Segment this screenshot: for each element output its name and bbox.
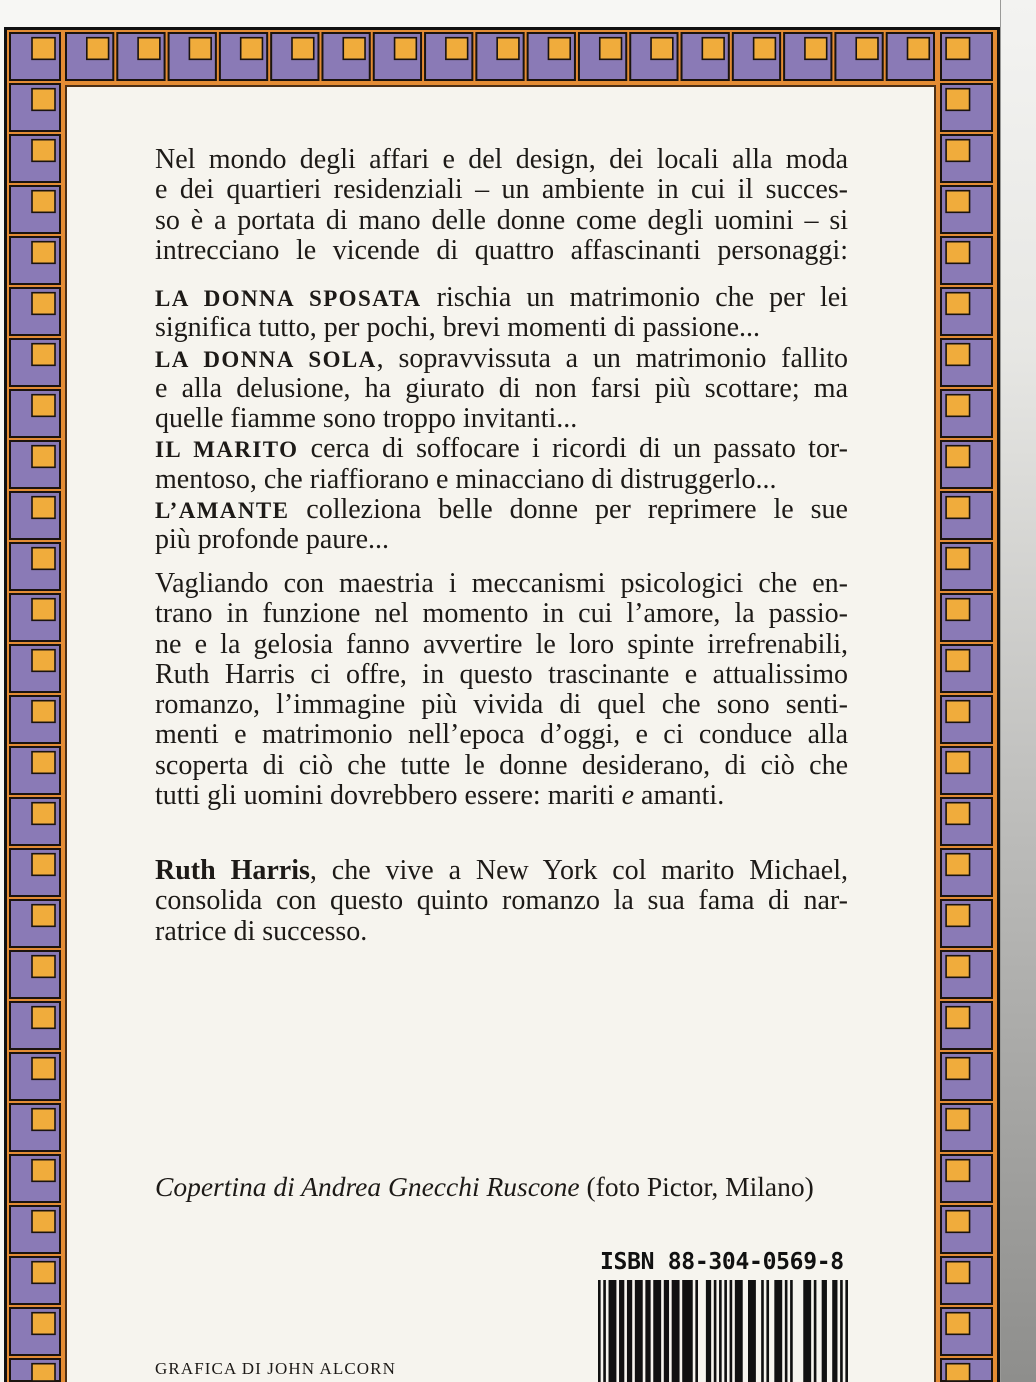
barcode-bar [706, 1280, 711, 1382]
isbn-number: ISBN 88-304-0569-8 [600, 1249, 844, 1275]
tile-inset [946, 1160, 969, 1182]
tile-inset [32, 650, 55, 672]
border-tile [941, 186, 992, 233]
tile-inset [946, 293, 969, 315]
photo-credit: (foto Pictor, Milano) [579, 1171, 814, 1202]
tile-inset [946, 1007, 969, 1029]
text-fragment: , che vive a New York col marito Michael, [309, 855, 849, 886]
text-line: Vagliando con maestria i meccanismi psicologici che en- [155, 568, 848, 599]
tile-inset [946, 446, 969, 468]
border-tile [10, 543, 60, 590]
tile-inset [395, 38, 417, 60]
tile-inset [32, 1160, 55, 1182]
character-name: IL MARITO [155, 437, 299, 463]
tile-inset [946, 395, 969, 417]
tile-inset [32, 1058, 55, 1080]
tile-inset [32, 599, 55, 621]
tile-inset [32, 548, 55, 570]
tile-inset [946, 854, 969, 876]
tile-inset [946, 1058, 969, 1080]
border-tile [941, 543, 992, 590]
tile-inset [87, 38, 109, 60]
border-tile [117, 33, 164, 80]
character-entry [155, 495, 848, 525]
tile-inset [946, 905, 969, 927]
design-credit: GRAFICA DI JOHN ALCORN [155, 1359, 396, 1378]
border-tile [10, 135, 60, 182]
character-description: cerca di soffocare i ricordi di un passato tor- [298, 433, 848, 465]
barcode-bar [672, 1280, 680, 1382]
barcode-bar [645, 1280, 650, 1382]
tile-inset [189, 38, 211, 60]
tile-inset [946, 344, 969, 366]
border-tile [941, 798, 992, 845]
tile-inset [32, 752, 55, 774]
border-tile [271, 33, 318, 80]
border-tile [169, 33, 216, 80]
characters-list [155, 283, 848, 556]
tile-inset [32, 140, 55, 162]
barcode-bar [724, 1280, 727, 1382]
italic-word: e [621, 780, 635, 812]
tile-inset [946, 89, 969, 111]
border-tile [10, 1155, 60, 1202]
tile-inset [32, 956, 55, 978]
tile-inset [32, 1262, 55, 1284]
barcode-bar [761, 1280, 764, 1382]
border-tile [10, 849, 60, 896]
border-tile [682, 33, 729, 80]
character-name: LA DONNA SOLA [155, 346, 377, 372]
cover-credit [155, 1172, 848, 1202]
barcode-bar [719, 1280, 722, 1382]
tile-inset [946, 140, 969, 162]
border-tile [630, 33, 677, 80]
barcode-bar [598, 1280, 601, 1382]
character-entry [155, 344, 848, 374]
border-tile [10, 237, 60, 284]
text-line: più profonde paure... [155, 524, 390, 556]
tile-inset [856, 38, 878, 60]
border-tile [941, 1155, 992, 1202]
text-line: e dei quartieri residenziali – un ambiente in cui il succes- [155, 174, 848, 206]
tile-inset [32, 1364, 55, 1381]
text-line: menti e matrimonio nell’epoca d’oggi, e ci conduce alla [155, 719, 848, 751]
barcode-bar [653, 1280, 661, 1382]
barcode-bar [822, 1280, 827, 1382]
border-tile [941, 390, 992, 437]
border-tile [10, 33, 60, 80]
tile-inset [946, 1262, 969, 1284]
text-line: quelle fiamme sono troppo invitanti... [155, 403, 578, 435]
tile-inset [446, 38, 468, 60]
border-tile [10, 1257, 60, 1304]
border-tile [941, 1257, 992, 1304]
tile-inset [600, 38, 622, 60]
tile-inset [32, 854, 55, 876]
tile-inset [241, 38, 263, 60]
tile-inset [32, 242, 55, 264]
barcode-bar [814, 1280, 817, 1382]
border-tile [10, 747, 60, 794]
border-tile [941, 1308, 992, 1355]
border-tile [10, 339, 60, 386]
text-line: mentoso, che riaffiorano e minacciano di distruggerlo... [155, 463, 777, 495]
tile-inset [497, 38, 519, 60]
border-tile [10, 1053, 60, 1100]
border-tile [322, 33, 369, 80]
text-line: Ruth Harris ci offre, in questo trascinante e attualissimo [155, 658, 848, 690]
tile-inset [946, 1364, 969, 1381]
text-line: ne e la gelosia fanno avvertire le loro spinte irrefrenabili, [155, 628, 848, 660]
border-tile [66, 33, 113, 80]
border-tile [10, 288, 60, 335]
tile-inset [946, 1313, 969, 1335]
tile-inset [32, 701, 55, 723]
tile-inset [805, 38, 827, 60]
barcode-bar [714, 1280, 717, 1382]
tile-inset [651, 38, 673, 60]
border-tile [941, 492, 992, 539]
text-line: scoperta di ciò che tutte le donne desiderano, di ciò che [155, 749, 848, 781]
border-tile [10, 492, 60, 539]
border-tile [374, 33, 421, 80]
border-tile [941, 441, 992, 488]
tile-inset [946, 38, 969, 60]
border-tile [941, 237, 992, 284]
barcode-bar [664, 1280, 669, 1382]
cover-credit-name: Copertina di Andrea Gnecchi Ruscone [155, 1171, 580, 1202]
tile-inset [946, 701, 969, 723]
border-tile [10, 900, 60, 947]
border-tile [941, 849, 992, 896]
text-line: romanzo, l’immagine più vivida di quel che sono senti- [155, 689, 848, 721]
border-tile [10, 951, 60, 998]
tile-inset [32, 1109, 55, 1131]
border-tile [10, 1359, 60, 1381]
barcode-bar [695, 1280, 698, 1382]
tile-inset [32, 293, 55, 315]
border-tile [10, 1308, 60, 1355]
tile-inset [946, 497, 969, 519]
barcode-bar [730, 1280, 733, 1382]
border-tile [733, 33, 780, 80]
tile-inset [702, 38, 724, 60]
border-tile [10, 84, 60, 131]
barcode-bar [748, 1280, 756, 1382]
border-tile [941, 951, 992, 998]
text-line: consolida con questo quinto romanzo la sua fama di nar- [155, 885, 848, 917]
tile-inset [32, 89, 55, 111]
tile-inset [32, 395, 55, 417]
border-tile [10, 1002, 60, 1049]
tile-inset [343, 38, 365, 60]
barcode-bar [603, 1280, 606, 1382]
tile-inset [32, 1313, 55, 1335]
synopsis-paragraph [155, 569, 848, 811]
border-tile [10, 1104, 60, 1151]
tile-inset [32, 497, 55, 519]
border-tile [220, 33, 267, 80]
text-line: significa tutto, per pochi, brevi momenti di passione... [155, 312, 760, 344]
border-tile [10, 390, 60, 437]
tile-inset [292, 38, 314, 60]
tile-inset [32, 446, 55, 468]
border-tile [10, 696, 60, 743]
character-entry [155, 283, 848, 313]
border-tile [941, 645, 992, 692]
border-tile [10, 645, 60, 692]
border-tile [528, 33, 575, 80]
barcode-bar [609, 1280, 617, 1382]
text-fragment: amanti. [634, 780, 725, 812]
tile-inset [946, 650, 969, 672]
tile-inset [548, 38, 570, 60]
tile-inset [32, 344, 55, 366]
character-description: , sopravvissuta a un matrimonio fallito [376, 342, 849, 374]
border-tile [887, 33, 934, 80]
border-tile [941, 696, 992, 743]
text-line [155, 781, 848, 811]
tile-inset [946, 1109, 969, 1131]
border-tile [10, 1206, 60, 1253]
border-tile [941, 1104, 992, 1151]
tile-inset [32, 803, 55, 825]
border-tile [941, 33, 992, 80]
barcode-bar [845, 1280, 848, 1382]
border-tile [10, 798, 60, 845]
border-tile [941, 135, 992, 182]
border-tile [941, 288, 992, 335]
barcode [598, 1280, 848, 1382]
border-tile [784, 33, 831, 80]
tile-inset [32, 38, 55, 60]
border-tile [10, 186, 60, 233]
border-tile [579, 33, 626, 80]
border-tile [941, 1206, 992, 1253]
border-tile [835, 33, 882, 80]
tile-inset [32, 1007, 55, 1029]
barcode-bar [790, 1280, 793, 1382]
border-tile [941, 1053, 992, 1100]
character-name: LA DONNA SPOSATA [155, 286, 422, 311]
border-tile [425, 33, 472, 80]
barcode-bar [735, 1280, 743, 1382]
tile-inset [946, 803, 969, 825]
intro-paragraph [155, 145, 848, 266]
text-line [155, 856, 848, 886]
text-line [155, 1172, 848, 1202]
tile-inset [908, 38, 930, 60]
border-tile [10, 441, 60, 488]
barcode-bar [785, 1280, 788, 1382]
border-tile [941, 747, 992, 794]
tile-inset [946, 1211, 969, 1233]
text-fragment: tutti gli uomini dovrebbero essere: mariti [155, 780, 622, 812]
tile-inset [32, 191, 55, 213]
character-description: colleziona belle donne per reprimere le sue [289, 494, 848, 526]
border-tile [10, 594, 60, 641]
tile-inset [946, 191, 969, 213]
tile-inset [946, 956, 969, 978]
author-name: Ruth Harris [155, 855, 310, 886]
tile-inset [946, 599, 969, 621]
barcode-bar [766, 1280, 769, 1382]
barcode-bar [840, 1280, 843, 1382]
barcode-bar [774, 1280, 782, 1382]
text-line: trano in funzione nel momento in cui l’amore, la passio- [155, 598, 848, 630]
border-tile [941, 339, 992, 386]
tile-inset [138, 38, 160, 60]
border-tile [941, 900, 992, 947]
character-description: rischia un matrimonio che per lei [421, 282, 848, 313]
text-line: so è a portata di mano delle donne come degli uomini – si [155, 204, 848, 236]
border-tile [941, 1002, 992, 1049]
barcode-bar [619, 1280, 624, 1382]
text-line: ratrice di successo. [155, 915, 368, 947]
barcode-bar [832, 1280, 837, 1382]
text-line: e alla delusione, ha giurato di non farsi più scottare; ma [155, 372, 848, 404]
barcode-bar [635, 1280, 643, 1382]
tile-inset [754, 38, 776, 60]
tile-inset [946, 242, 969, 264]
text-line: intrecciano le vicende di quattro affascinanti personaggi: [155, 234, 848, 266]
border-tile [476, 33, 523, 80]
barcode-bar [627, 1280, 632, 1382]
border-tile [941, 1359, 992, 1381]
tile-inset [946, 548, 969, 570]
author-note [155, 856, 848, 947]
tile-inset [946, 752, 969, 774]
barcode-bar [803, 1280, 811, 1382]
character-name: L’AMANTE [155, 498, 290, 524]
text-line: Nel mondo degli affari e del design, dei locali alla moda [155, 144, 848, 175]
barcode-bar [682, 1280, 693, 1382]
border-tile [941, 84, 992, 131]
character-entry [155, 434, 848, 464]
tile-inset [32, 1211, 55, 1233]
border-tile [941, 594, 992, 641]
tile-inset [32, 905, 55, 927]
